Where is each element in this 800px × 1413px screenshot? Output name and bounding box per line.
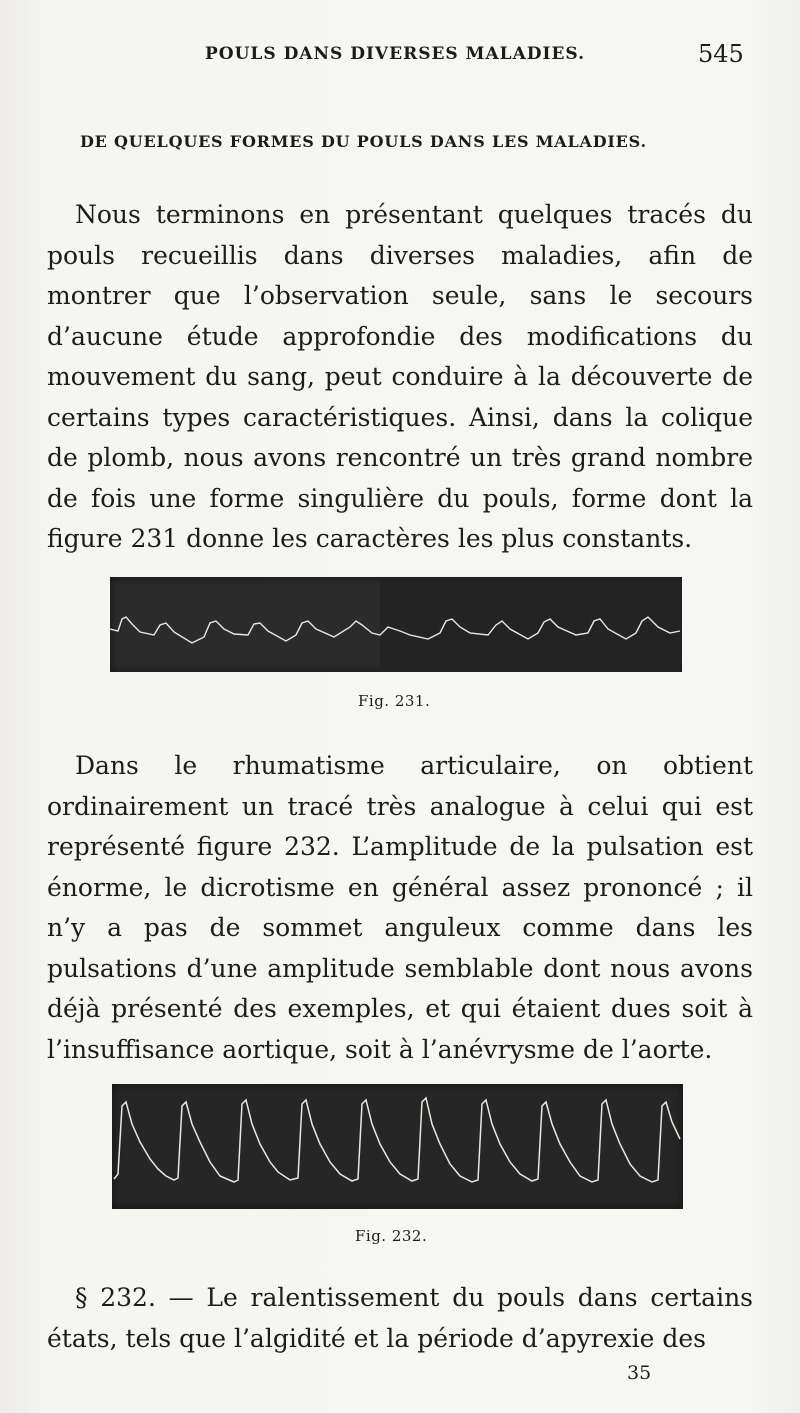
figure-231-pulse-tracing bbox=[110, 577, 682, 672]
page-number: 545 bbox=[698, 40, 744, 68]
paragraph-section-232: § 232. — Le ralentissement du pouls dans certains états, tels que l’algidité et la période d’apyrexie des bbox=[47, 1283, 753, 1353]
figure-231-caption: Fig. 231. bbox=[358, 692, 431, 710]
pulse-trace-232 bbox=[112, 1084, 683, 1209]
figure-232-caption: Fig. 232. bbox=[355, 1227, 428, 1245]
figure-232-pulse-tracing bbox=[112, 1084, 683, 1209]
signature-mark: 35 bbox=[627, 1362, 652, 1384]
pulse-trace-231 bbox=[110, 577, 682, 672]
section-heading: DE QUELQUES FORMES DU POULS DANS LES MALADIES. bbox=[80, 132, 647, 151]
running-head bbox=[0, 40, 800, 70]
paragraph-rhumatisme: Dans le rhumatisme articulaire, on obtient ordinairement un tracé très analogue à celui qui est représenté figure 232. L’amplitude de la pulsation est énorme, le dicrotisme en général assez prononcé ; il n’y a pas de sommet anguleux comme dans les pulsations d’une amplitude semblable dont nous avons déjà présenté des exemples, et qui étaient dues soit à l’insuffisance aortique, soit à l’anévrysme de l’aorte. bbox=[47, 751, 753, 1064]
running-title: POULS DANS DIVERSES MALADIES. bbox=[205, 44, 586, 64]
paragraph-colique-de-plomb: Nous terminons en présentant quelques tracés du pouls recueillis dans diverses maladies, afin de montrer que l’observation seule, sans le secours d’aucune étude approfondie des modifications du mouvement du sang, peut conduire à la découverte de certains types caractéristiques. Ainsi, dans la colique de plomb, nous avons rencontré un très grand nombre de fois une forme singulière du pouls, forme dont la figure 231 donne les caractères les plus constants. bbox=[47, 200, 753, 553]
